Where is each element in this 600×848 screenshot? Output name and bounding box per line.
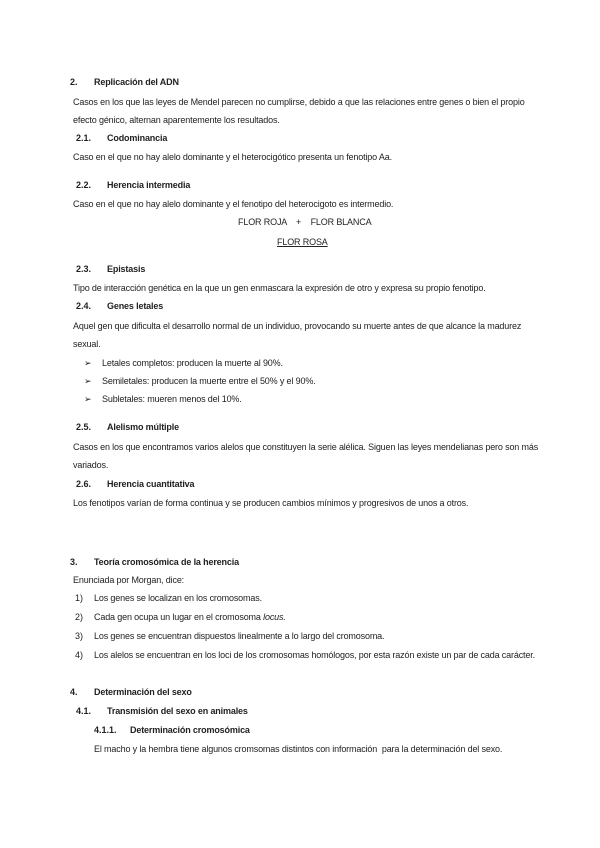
section-2-5-text-line2: variados. <box>73 460 109 470</box>
section-2-5-title: Alelismo múltiple <box>107 422 179 432</box>
section-2-6-title: Herencia cuantitativa <box>107 479 195 489</box>
list-item <box>94 611 286 623</box>
list-number: 3) <box>75 631 84 641</box>
section-2-3-number: 2.3. <box>76 264 92 274</box>
section-4-1-title: Transmisión del sexo en animales <box>107 706 248 716</box>
section-4-1-number: 4.1. <box>76 706 92 716</box>
list-item: Los genes se localizan en los cromosomas. <box>94 593 262 603</box>
list-item: Los alelos se encuentran en los loci de los cromosomas homólogos, por esta razón existe un par de cada carácter. <box>94 650 535 660</box>
section-2-5-number: 2.5. <box>76 422 92 432</box>
section-2-5-text-line1: Casos en los que encontramos varios alelos que constituyen la serie alélica. Siguen las leyes mendelianas pero son más <box>73 442 539 452</box>
section-2-3-title: Epistasis <box>107 264 146 274</box>
section-4-1-1-text: El macho y la hembra tiene algunos cromsomas distintos con información para la determinación del sexo. <box>94 744 503 754</box>
section-2-4-text-line2: sexual. <box>73 339 101 349</box>
section-2-1-title: Codominancia <box>107 133 168 143</box>
section-4-1-1-number: 4.1.1. <box>94 725 117 735</box>
list-item: Los genes se encuentran dispuestos linealmente a lo largo del cromosoma. <box>94 631 385 641</box>
section-2-2-number: 2.2. <box>76 180 92 190</box>
section-4-1-1-title: Determinación cromosómica <box>130 725 250 735</box>
bullet-item: Subletales: mueren menos del 10%. <box>102 394 242 404</box>
list-number: 1) <box>75 593 84 603</box>
section-3-number: 3. <box>70 557 78 567</box>
list-number: 2) <box>75 612 84 622</box>
section-4-title: Determinación del sexo <box>94 687 192 697</box>
list-item-text: Cada gen ocupa un lugar en el cromosoma <box>94 612 264 622</box>
section-2-6-number: 2.6. <box>76 479 92 489</box>
section-3-title: Teoría cromosómica de la herencia <box>94 557 239 567</box>
arrow-bullet-icon: ➢ <box>84 358 92 368</box>
section-2-6-text: Los fenotipos varían de forma continua y se producen cambios mínimos y progresivos de unos a otros. <box>73 498 469 508</box>
list-number: 4) <box>75 650 84 660</box>
section-2-2-title: Herencia intermedia <box>107 180 191 190</box>
locus-term: locus. <box>263 612 286 622</box>
section-2-3-text: Tipo de interacción genética en la que un gen enmascara la expresión de otro y expresa su propio fenotipo. <box>73 283 486 293</box>
section-2-1-number: 2.1. <box>76 133 92 143</box>
section-4-number: 4. <box>70 687 78 697</box>
bullet-item: Letales completos: producen la muerte al 90%. <box>102 358 283 368</box>
section-2-intro-line2: efecto génico, alternan aparentemente los resultados. <box>73 115 280 125</box>
section-2-4-title: Genes letales <box>107 301 164 311</box>
section-2-title: Replicación del ADN <box>94 77 179 87</box>
bullet-item: Semiletales: producen la muerte entre el 50% y el 90%. <box>102 376 316 386</box>
section-2-1-text: Caso en el que no hay alelo dominante y el heterocigótico presenta un fenotipo Aa. <box>73 152 392 162</box>
section-3-intro: Enunciada por Morgan, dice: <box>73 575 185 585</box>
section-2-4-number: 2.4. <box>76 301 92 311</box>
arrow-bullet-icon: ➢ <box>84 376 92 386</box>
cross-result: FLOR ROSA <box>277 237 328 247</box>
cross-line: FLOR ROJA + FLOR BLANCA <box>238 217 372 227</box>
section-2-number: 2. <box>70 77 78 87</box>
arrow-bullet-icon: ➢ <box>84 394 92 404</box>
section-2-intro-line1: Casos en los que las leyes de Mendel parecen no cumplirse, debido a que las relaciones entre genes o bien el propio <box>73 97 525 107</box>
section-2-2-text: Caso en el que no hay alelo dominante y el fenotipo del heterocigoto es intermedio. <box>73 199 394 209</box>
section-2-4-text-line1: Aquel gen que dificulta el desarrollo normal de un individuo, provocando su muerte antes de que alcance la madurez <box>73 321 522 331</box>
